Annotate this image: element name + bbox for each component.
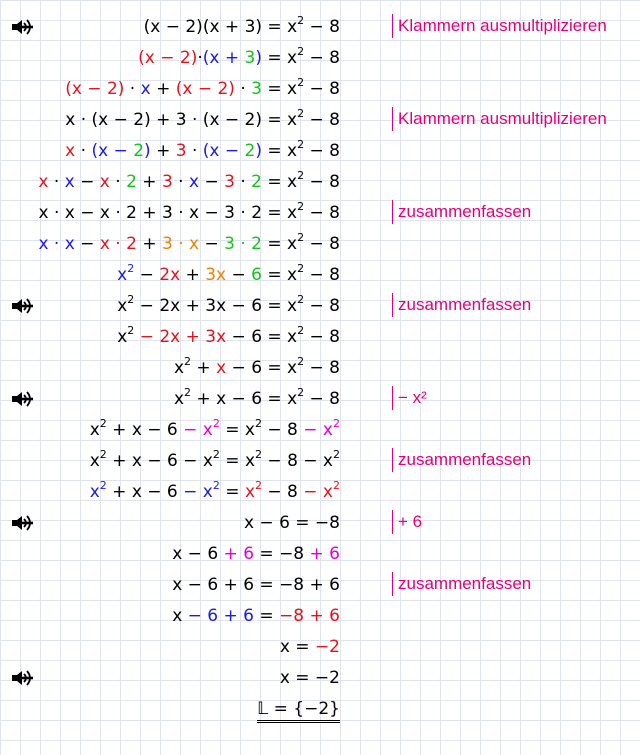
term: 3 xyxy=(244,48,256,68)
term: x xyxy=(173,358,185,378)
equation xyxy=(89,479,340,502)
term: x xyxy=(117,265,128,285)
equation-row xyxy=(0,105,640,136)
term: x xyxy=(64,172,75,192)
term: − 8 xyxy=(304,48,340,68)
term: − xyxy=(199,172,225,192)
term: x · x − x · 2 + 3 · x − 3 · 2 = x xyxy=(38,203,298,223)
term: − 8 − x xyxy=(262,451,333,471)
term: − 8 xyxy=(262,482,304,502)
exponent: 2 xyxy=(297,200,305,213)
equation xyxy=(65,76,340,99)
equation-row xyxy=(0,539,640,570)
term: x xyxy=(38,172,49,192)
term: − 8 xyxy=(304,141,340,161)
term: x · (x − 2) + 3 · (x − 2) = x xyxy=(65,110,298,130)
term: x xyxy=(89,420,100,440)
equation-row xyxy=(0,12,640,43)
term: + x − 6 xyxy=(106,482,184,502)
term: (x − xyxy=(202,141,245,161)
equation-row xyxy=(0,601,640,632)
term: − 8 xyxy=(304,265,340,285)
equation xyxy=(172,606,340,626)
term: − 8 xyxy=(304,17,340,37)
equation xyxy=(173,355,340,378)
term: x xyxy=(89,451,100,471)
term: x = −2 xyxy=(279,668,340,688)
term: · xyxy=(234,172,252,192)
exponent: 2 xyxy=(99,448,107,461)
term: = x xyxy=(262,79,298,99)
term: x − 6 = −8 xyxy=(243,513,340,533)
term: 3 xyxy=(224,172,235,192)
equation-row xyxy=(0,384,640,415)
term: = x xyxy=(262,234,298,254)
equation xyxy=(65,138,340,161)
term: · xyxy=(234,79,252,99)
term: − x xyxy=(183,420,213,440)
term: = xyxy=(219,482,245,502)
term: − 8 xyxy=(304,110,340,130)
term: (x − 2) xyxy=(65,79,125,99)
term: + x − 6 = x xyxy=(191,389,298,409)
term: 2 xyxy=(244,141,256,161)
term: 2x xyxy=(159,265,181,285)
term: − 8 xyxy=(304,79,340,99)
equation-row xyxy=(0,570,640,601)
term: x xyxy=(172,606,188,626)
term: x xyxy=(89,482,100,502)
term: x · x xyxy=(38,234,75,254)
term: − x xyxy=(183,482,213,502)
step-annotation: zusammenfassen xyxy=(392,448,531,472)
term: + 6 xyxy=(309,544,340,564)
exponent: 2 xyxy=(297,169,305,182)
exponent: 2 xyxy=(297,45,305,58)
term: x xyxy=(173,389,185,409)
term: − 8 xyxy=(304,234,340,254)
term: − x xyxy=(303,482,333,502)
equation-row xyxy=(0,198,640,229)
equation xyxy=(89,417,340,440)
term: x = xyxy=(279,637,315,657)
solution-set-row xyxy=(0,694,640,725)
equation xyxy=(89,448,340,471)
term: 3x xyxy=(205,265,227,285)
term: + x − 6 − x xyxy=(106,451,213,471)
term: ) xyxy=(144,141,151,161)
term: · xyxy=(197,48,203,68)
exponent: 2 xyxy=(333,479,340,492)
equation xyxy=(38,169,340,192)
term: x xyxy=(65,141,76,161)
term: = x xyxy=(262,172,298,192)
step-annotation: zusammenfassen xyxy=(392,200,531,224)
equation xyxy=(172,544,340,564)
equation xyxy=(280,668,340,688)
equation xyxy=(65,107,340,130)
exponent: 2 xyxy=(297,138,305,151)
step-annotation: + 6 xyxy=(392,510,422,534)
exponent: 2 xyxy=(255,417,262,430)
term: − 6 = x xyxy=(226,358,298,378)
term: − 8 xyxy=(304,172,340,192)
term: x − 6 + 6 = −8 + 6 xyxy=(172,575,340,595)
term: − xyxy=(226,265,252,285)
term: ) xyxy=(255,141,262,161)
term: − 6 = x xyxy=(226,327,298,347)
exponent: 2 xyxy=(297,14,305,27)
term: − xyxy=(134,265,160,285)
term: − xyxy=(74,172,100,192)
step-annotation: zusammenfassen xyxy=(392,572,531,596)
exponent: 2 xyxy=(99,479,107,492)
speaker-icon[interactable] xyxy=(10,669,34,687)
term: − 8 xyxy=(304,389,340,409)
exponent: 2 xyxy=(297,355,305,368)
term: 6 xyxy=(251,265,262,285)
term: 2 xyxy=(251,172,262,192)
equation-row xyxy=(0,43,640,74)
term: = x xyxy=(262,48,298,68)
term: (x − 2) xyxy=(138,48,198,68)
equation xyxy=(38,231,340,254)
speaker-icon[interactable] xyxy=(10,297,34,315)
term: + xyxy=(180,265,206,285)
exponent: 2 xyxy=(297,386,305,399)
term: −8 + 6 xyxy=(279,606,340,626)
term: 2 xyxy=(126,172,137,192)
equation-row xyxy=(0,291,640,322)
term: · xyxy=(109,172,127,192)
term: − xyxy=(199,234,225,254)
term: = xyxy=(254,606,280,626)
term: − 8 xyxy=(262,420,304,440)
term: = x xyxy=(219,420,255,440)
term: 3 xyxy=(251,79,262,99)
term: 3 xyxy=(161,172,173,192)
equation-row xyxy=(0,663,640,694)
exponent: 2 xyxy=(184,355,192,368)
equation-row xyxy=(0,415,640,446)
equation-row xyxy=(0,167,640,198)
equation-row xyxy=(0,353,640,384)
equation-row xyxy=(0,508,640,539)
term: x xyxy=(244,482,255,502)
exponent: 2 xyxy=(255,479,262,492)
term: x xyxy=(216,358,227,378)
exponent: 2 xyxy=(297,262,305,275)
term: x xyxy=(117,296,128,316)
equation xyxy=(38,200,341,223)
speaker-icon[interactable] xyxy=(10,18,34,36)
equation xyxy=(117,324,340,347)
term: −2 xyxy=(314,637,340,657)
exponent: 2 xyxy=(127,262,135,275)
term: x xyxy=(140,79,151,99)
term: − 6 + 6 xyxy=(187,606,254,626)
term: · xyxy=(172,172,189,192)
term: (x + xyxy=(202,48,245,68)
term: x − 6 xyxy=(172,544,224,564)
term: 2 xyxy=(133,141,145,161)
term: 3 · 2 xyxy=(224,234,262,254)
equation-row xyxy=(0,74,640,105)
exponent: 2 xyxy=(297,76,305,89)
exponent: 2 xyxy=(184,386,192,399)
term: + xyxy=(191,358,217,378)
exponent: 2 xyxy=(297,231,305,244)
equation-row xyxy=(0,632,640,663)
speaker-icon[interactable] xyxy=(10,514,34,532)
term: 3 · x xyxy=(162,234,200,254)
term: = x xyxy=(262,265,298,285)
term: − 8 xyxy=(304,358,340,378)
term: · xyxy=(124,79,141,99)
term: · xyxy=(48,172,65,192)
equation xyxy=(138,45,340,68)
exponent: 2 xyxy=(212,448,220,461)
term: + xyxy=(136,172,162,192)
exponent: 2 xyxy=(297,107,305,120)
equation xyxy=(117,262,340,285)
term: 𝕃 = {−2} xyxy=(257,699,340,719)
term: − xyxy=(74,234,100,254)
term: = x xyxy=(262,141,298,161)
equation xyxy=(280,637,340,657)
term: x xyxy=(99,172,110,192)
equation xyxy=(117,293,340,316)
term: + xyxy=(150,141,176,161)
step-annotation: Klammern ausmultiplizieren xyxy=(392,107,607,131)
term: x xyxy=(117,327,128,347)
equation-row xyxy=(0,260,640,291)
equation-row xyxy=(0,477,640,508)
term: 3 xyxy=(175,141,187,161)
step-annotation: − x² xyxy=(392,386,427,410)
term: − 2x + 3x xyxy=(139,327,227,347)
equation-row xyxy=(0,322,640,353)
speaker-icon[interactable] xyxy=(10,390,34,408)
exponent: 2 xyxy=(127,324,135,337)
equation xyxy=(244,513,340,533)
equation xyxy=(143,14,340,37)
step-annotation: zusammenfassen xyxy=(392,293,531,317)
term: − 8 xyxy=(304,203,340,223)
exponent: 2 xyxy=(255,448,263,461)
exponent: 2 xyxy=(212,479,220,492)
term: x xyxy=(189,172,200,192)
term: + xyxy=(136,234,162,254)
exponent: 2 xyxy=(297,293,305,306)
term: + x − 6 xyxy=(106,420,184,440)
term: x · 2 xyxy=(99,234,137,254)
solution-set xyxy=(257,699,340,723)
term: − x xyxy=(303,420,333,440)
equation-row xyxy=(0,446,640,477)
exponent: 2 xyxy=(127,293,135,306)
term: ) xyxy=(255,48,262,68)
step-annotation: Klammern ausmultiplizieren xyxy=(392,14,607,38)
term: · xyxy=(186,141,203,161)
term: − 2x + 3x − 6 = x xyxy=(134,296,298,316)
exponent: 2 xyxy=(99,417,107,430)
exponent: 2 xyxy=(333,448,340,461)
term: (x − xyxy=(91,141,134,161)
term: + 6 xyxy=(223,544,255,564)
equation xyxy=(172,575,340,595)
exponent: 2 xyxy=(333,417,340,430)
equation xyxy=(173,386,340,409)
term: = −8 xyxy=(254,544,310,564)
term: (x − 2)(x + 3) = x xyxy=(143,17,298,37)
equation-row xyxy=(0,229,640,260)
term: − 8 xyxy=(304,296,340,316)
term: − 8 xyxy=(304,327,340,347)
term: = x xyxy=(219,451,256,471)
exponent: 2 xyxy=(297,324,305,337)
term: (x − 2) xyxy=(175,79,235,99)
exponent: 2 xyxy=(212,417,220,430)
term: + xyxy=(150,79,176,99)
term: · xyxy=(75,141,92,161)
equation-row xyxy=(0,136,640,167)
